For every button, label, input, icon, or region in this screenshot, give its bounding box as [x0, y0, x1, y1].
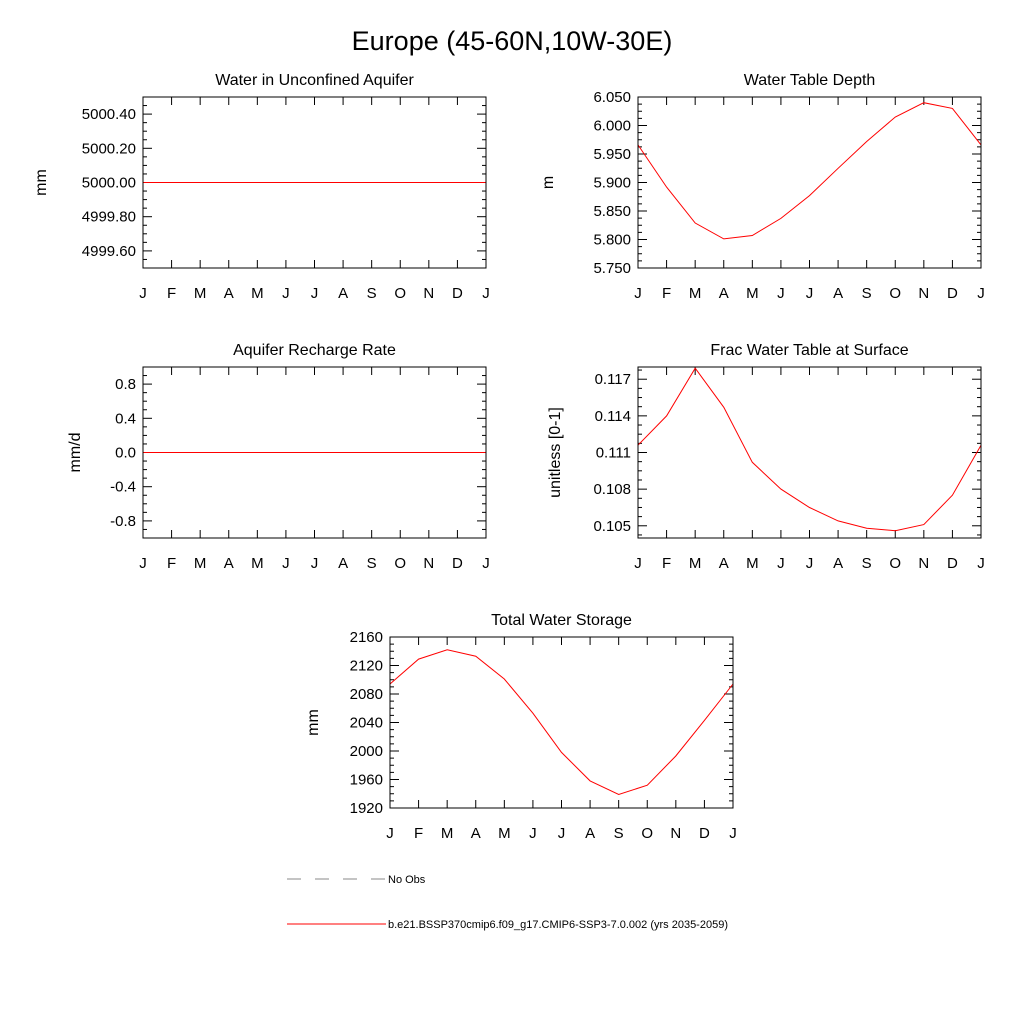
x-tick-label: J [634, 555, 642, 572]
y-tick-label: -0.8 [110, 512, 136, 530]
x-tick-label: M [688, 285, 702, 302]
x-tick-label: D [946, 285, 958, 302]
x-tick-label: A [718, 555, 729, 572]
x-tick-label: J [777, 555, 785, 572]
plot-frame [638, 97, 981, 268]
x-tick-label: A [223, 285, 234, 302]
chart-title: Frac Water Table at Surface [710, 342, 909, 359]
x-tick-label: S [366, 285, 377, 302]
x-tick-label: A [470, 825, 481, 842]
y-tick-label: 0.8 [115, 376, 136, 394]
x-tick-label: J [282, 555, 290, 572]
x-tick-label: S [861, 285, 872, 302]
y-tick-label: 2160 [349, 629, 383, 646]
y-tick-label: 4999.60 [81, 242, 136, 260]
x-tick-label: J [139, 555, 147, 572]
x-tick-label: N [423, 285, 435, 302]
x-tick-label: M [193, 555, 207, 572]
chart-panel [540, 72, 985, 302]
x-tick-label: O [394, 285, 407, 302]
y-tick-label: 5.800 [593, 231, 631, 249]
x-tick-label: J [139, 285, 147, 302]
x-tick-label: M [251, 555, 264, 572]
x-tick-label: O [889, 555, 902, 572]
x-tick-label: N [670, 825, 682, 842]
x-tick-label: J [529, 825, 537, 842]
y-tick-label: 5000.20 [81, 140, 136, 158]
x-tick-label: J [310, 285, 319, 302]
y-tick-label: -0.4 [110, 478, 136, 496]
x-tick-label: M [746, 285, 759, 302]
x-tick-label: O [394, 555, 407, 572]
y-axis-label: unitless [0-1] [547, 407, 564, 498]
y-tick-label: 6.050 [593, 89, 631, 106]
series-line [390, 650, 733, 795]
x-tick-label: M [193, 285, 207, 302]
y-tick-label: 0.114 [594, 407, 631, 425]
x-tick-label: N [918, 285, 930, 302]
y-tick-label: 0.108 [593, 481, 631, 499]
x-tick-label: A [718, 285, 729, 302]
x-tick-label: F [166, 555, 177, 572]
legend-label-model-run: b.e21.BSSP370cmip6.f09_g17.CMIP6-SSP3-7.0.002 (yrs 2035-2059) [388, 919, 728, 931]
y-tick-label: 2120 [349, 657, 383, 675]
y-tick-label: 1920 [349, 800, 383, 817]
plot-frame [390, 637, 733, 808]
x-tick-label: J [557, 825, 566, 842]
x-tick-label: J [282, 285, 290, 302]
y-tick-label: 0.0 [115, 444, 136, 462]
y-tick-label: 5000.00 [81, 174, 136, 192]
chart-panels [33, 72, 985, 842]
plot-frame [638, 367, 981, 538]
x-tick-label: M [746, 555, 759, 572]
y-tick-label: 5.950 [593, 146, 631, 163]
x-tick-label: N [423, 555, 435, 572]
y-tick-label: 5.900 [593, 174, 631, 192]
x-tick-label: J [634, 285, 642, 302]
y-tick-label: 0.117 [594, 371, 631, 389]
y-axis-label: mm/d [67, 432, 84, 473]
chart-panel [305, 612, 737, 842]
y-tick-label: 5.850 [593, 203, 631, 220]
chart-title: Water in Unconfined Aquifer [215, 72, 414, 89]
x-tick-label: J [310, 555, 319, 572]
x-tick-label: A [585, 825, 596, 842]
y-tick-label: 6.000 [593, 117, 631, 135]
y-tick-label: 4999.80 [81, 208, 136, 226]
x-tick-label: F [661, 555, 672, 572]
y-tick-label: 5000.40 [81, 106, 136, 124]
x-tick-label: J [386, 825, 394, 842]
x-tick-label: O [889, 285, 902, 302]
x-tick-label: J [482, 555, 490, 572]
x-tick-label: D [451, 285, 463, 302]
y-axis-label: mm [305, 709, 322, 736]
x-tick-label: A [833, 285, 844, 302]
x-tick-label: S [613, 825, 624, 842]
x-tick-label: D [698, 825, 710, 842]
y-tick-label: 2080 [349, 686, 383, 703]
x-tick-label: M [498, 825, 511, 842]
x-tick-label: M [251, 285, 264, 302]
y-tick-label: 2000 [349, 743, 383, 760]
legend [287, 874, 728, 931]
x-tick-label: J [977, 555, 985, 572]
x-tick-label: J [729, 825, 737, 842]
x-tick-label: O [641, 825, 654, 842]
chart-title: Total Water Storage [491, 612, 632, 629]
chart-panel [67, 342, 490, 572]
x-tick-label: N [918, 555, 930, 572]
x-tick-label: A [338, 555, 349, 572]
y-tick-label: 0.4 [115, 410, 136, 428]
x-tick-label: J [805, 285, 814, 302]
x-tick-label: J [805, 555, 814, 572]
legend-label-no-obs: No Obs [388, 874, 426, 886]
x-tick-label: J [977, 285, 985, 302]
x-tick-label: D [451, 555, 463, 572]
x-tick-label: M [688, 555, 702, 572]
x-tick-label: J [482, 285, 490, 302]
chart-panel [547, 342, 985, 572]
x-tick-label: F [661, 285, 672, 302]
chart-title: Water Table Depth [743, 72, 876, 89]
x-tick-label: F [166, 285, 177, 302]
y-axis-label: mm [33, 169, 50, 196]
y-tick-label: 5.750 [593, 260, 631, 277]
chart-panel [33, 72, 490, 302]
x-tick-label: M [440, 825, 454, 842]
y-tick-label: 0.111 [595, 444, 631, 462]
x-tick-label: F [413, 825, 424, 842]
x-tick-label: D [946, 555, 958, 572]
x-tick-label: A [833, 555, 844, 572]
y-tick-label: 0.105 [593, 517, 631, 535]
y-tick-label: 2040 [349, 714, 383, 732]
x-tick-label: A [338, 285, 349, 302]
page-title: Europe (45-60N,10W-30E) [351, 26, 673, 56]
chart-title: Aquifer Recharge Rate [233, 342, 396, 359]
series-line [638, 103, 981, 239]
y-axis-label: m [540, 175, 557, 190]
series-line [638, 368, 981, 531]
x-tick-label: A [223, 555, 234, 572]
x-tick-label: S [366, 555, 377, 572]
x-tick-label: J [777, 285, 785, 302]
x-tick-label: S [861, 555, 872, 572]
y-tick-label: 1960 [349, 771, 383, 789]
